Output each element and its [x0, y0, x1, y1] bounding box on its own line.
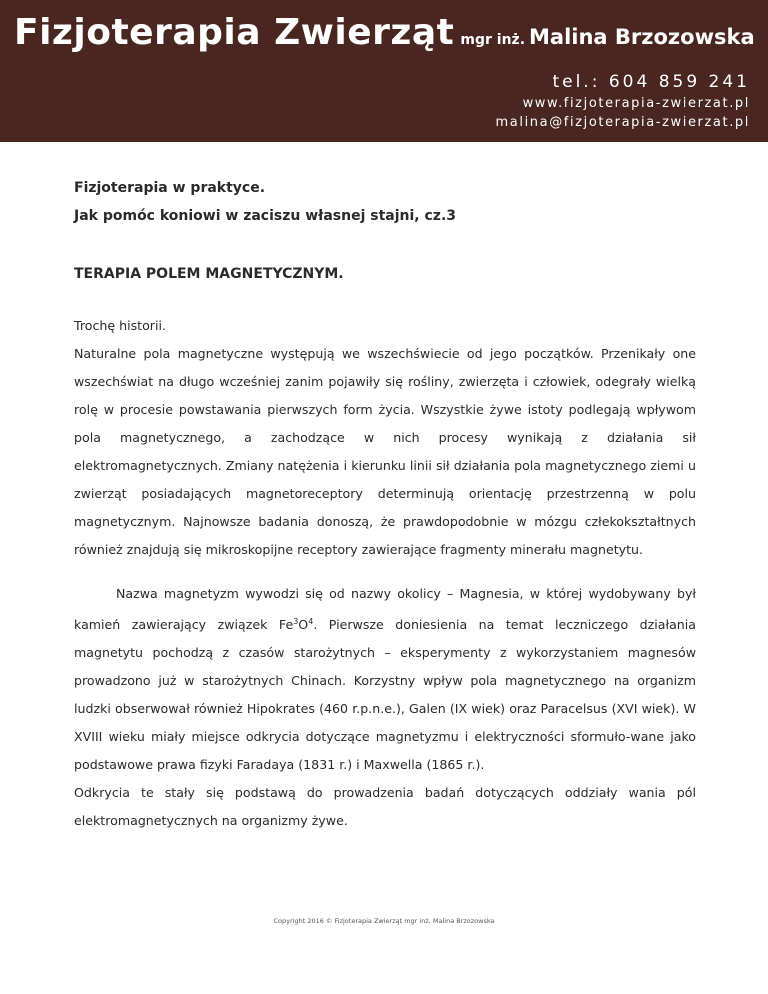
subscript-4: 4	[308, 617, 314, 626]
contact-block	[496, 70, 750, 132]
author-name: Malina Brzozowska	[529, 25, 755, 49]
document-title-line1: Fizjoterapia w praktyce.	[74, 180, 266, 196]
document-title-line2: Jak pomóc koniowi w zaciszu własnej stajni, cz.3	[74, 208, 457, 224]
document-body	[74, 174, 696, 835]
letterhead-banner	[0, 0, 768, 142]
brand-line	[14, 12, 755, 53]
section-heading: TERAPIA POLEM MAGNETYCZNYM.	[74, 266, 344, 282]
copyright-footer: Copyright 2016 © Fizjoterapia Zwierząt mgr inż. Malina Brzozowska	[273, 917, 495, 925]
paragraph-text: Nazwa magnetyzm wywodzi się od nazwy okolicy – Magnesia, w której wydobywany był kamień zawierający związek Fe	[74, 586, 696, 633]
paragraph-history-label: Trochę historii.	[74, 318, 166, 333]
phone-number: tel.: 604 859 241	[552, 72, 750, 92]
subscript-3: 3	[293, 617, 299, 626]
paragraph-magnetism-origin	[74, 580, 696, 779]
author-title: mgr inż.	[460, 32, 526, 48]
paragraph-text: . Pierwsze doniesienia na temat leczniczego działania magnetytu pochodzą z czasów starożytnych – eksperymenty z wykorzystaniem magnesów prowadzono już w starożytnych Chinach. Korzystny wpływ pola magnetycznego na organizm ludzki obserwował również Hipokrates (460 r.p.n.e.), Galen (IX wiek) oraz Paracelsus (XVI wiek). W XVIII wieku miały miejsce odkrycia dotyczące magnetyzmu i elektryczności sformuło-wane jako podstawowe prawa fizyki Faradaya (1831 r.) i Maxwella (1865 r.).	[74, 617, 696, 773]
paragraph-natural-fields: Naturalne pola magnetyczne występują we wszechświecie od jego początków. Przenikały one wszechświat na długo wcześniej zanim pojawiły się rośliny, zwierzęta i człowiek, odegrały wielką rolę w procesie powstawania pierwszych form życia. Wszystkie żywe istoty podlegają wpływom pola magnetycznego, a zachodzące w nich procesy wynikają z działania sił elektromagnetycznych. Zmiany natężenia i kierunku linii sił działania pola magnetycznego ziemi u zwierząt posiadających magnetoreceptory determinują orientację przestrzenną w polu magnetycznym. Najnowsze badania donoszą, że prawdopodobnie w mózgu człekokształtnych również znajdują się mikroskopijne receptory zawierające fragmenty minerału magnetytu.	[74, 346, 696, 557]
paragraph-discoveries: Odkrycia te stały się podstawą do prowadzenia badań dotyczących oddziały wania pól elektromagnetycznych na organizmy żywe.	[74, 785, 696, 829]
website-link[interactable]: www.fizjoterapia-zwierzat.pl	[522, 96, 750, 111]
paragraph-text: O	[298, 617, 309, 633]
brand-name: Fizjoterapia Zwierząt	[14, 12, 455, 53]
email-link[interactable]: malina@fizjoterapia-zwierzat.pl	[495, 115, 750, 130]
